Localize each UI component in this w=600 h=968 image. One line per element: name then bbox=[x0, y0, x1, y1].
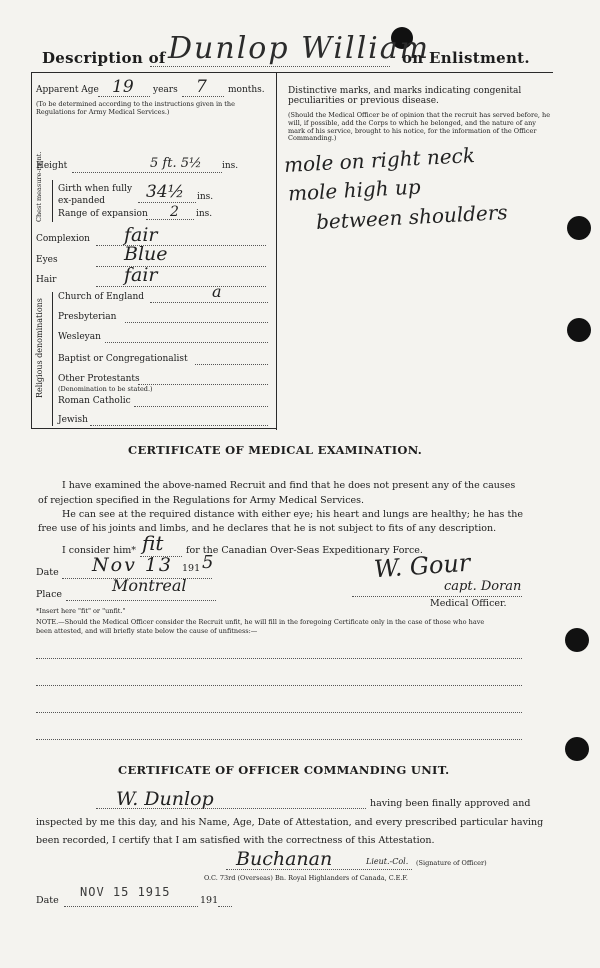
medical-para1-line2: of rejection specified in the Regulations for Army Medical Services. bbox=[38, 495, 365, 506]
medical-place-label: Place bbox=[36, 589, 63, 600]
commanding-heading: CERTIFICATE OF OFFICER COMMANDING UNIT. bbox=[118, 763, 450, 777]
medical-place-dotted bbox=[66, 600, 216, 601]
eyes-label: Eyes bbox=[36, 255, 58, 265]
consider-value: fit bbox=[142, 531, 164, 555]
religion-check: a bbox=[212, 282, 222, 301]
consider-suffix: for the Canadian Over-Seas Expeditionary Force. bbox=[186, 545, 423, 556]
medical-date-year-prefix: 191 bbox=[182, 563, 201, 574]
age-months-value: 7 bbox=[196, 77, 207, 97]
table-center-rule bbox=[276, 72, 277, 430]
commanding-name-handwritten: W. Dunlop bbox=[116, 788, 214, 810]
apparent-age-label: Apparent Age bbox=[36, 85, 99, 95]
commanding-unit-line: O.C. 73rd (Overseas) Bn. Royal Highlanders of Canada, C.E.F. bbox=[204, 874, 408, 882]
religion-bracket bbox=[52, 292, 53, 426]
eyes-dotted bbox=[96, 266, 266, 267]
religion-dotted-5 bbox=[138, 384, 268, 385]
medical-date-label: Date bbox=[36, 567, 59, 578]
footnote-fit-unfit: *Insert here "fit" or "unfit." bbox=[36, 607, 126, 615]
consider-prefix: I consider him* bbox=[62, 545, 137, 556]
commanding-signature-dotted bbox=[226, 869, 412, 870]
punch-hole-right-4 bbox=[565, 737, 589, 761]
medical-date-value: Nov 13 bbox=[92, 554, 174, 576]
hair-dotted bbox=[96, 286, 266, 287]
age-note: (To be determined according to the instructions given in the Regulations for Army Medical Services.) bbox=[36, 100, 235, 117]
punch-hole-right-1 bbox=[567, 216, 591, 240]
punch-hole-right-3 bbox=[565, 628, 589, 652]
commanding-signature-rank: Lieut.-Col. bbox=[366, 857, 409, 866]
height-dotted bbox=[72, 172, 222, 173]
height-unit: ins. bbox=[222, 161, 239, 171]
unfitness-line-1 bbox=[36, 658, 522, 659]
age-years-value: 19 bbox=[112, 77, 134, 97]
medical-heading: CERTIFICATE OF MEDICAL EXAMINATION. bbox=[128, 443, 423, 457]
religion-dotted-1 bbox=[150, 302, 268, 303]
commanding-line2: inspected by me this day, and his Name, Age, Date of Attestation, and every prescribed particular having bbox=[36, 817, 544, 828]
years-label: years bbox=[153, 85, 178, 95]
table-top-rule bbox=[31, 72, 553, 73]
commanding-date-stamp: NOV 15 1915 bbox=[80, 885, 171, 899]
chest-bracket bbox=[52, 180, 53, 222]
medical-para1-line1: I have examined the above-named Recruit and find that he does not present any of the causes bbox=[62, 480, 516, 491]
header-title-right: on Enlistment. bbox=[402, 49, 530, 67]
months-label: months. bbox=[228, 85, 265, 95]
religion-wesleyan: Wesleyan bbox=[58, 332, 101, 342]
girth-label: Girth when fully ex-panded bbox=[58, 184, 133, 206]
religion-dotted-2 bbox=[125, 322, 268, 323]
marks-handwritten-1: mole on right neck bbox=[283, 143, 476, 177]
religion-denomination-note: (Denomination to be stated.) bbox=[58, 385, 153, 393]
commanding-date-year-dotted bbox=[218, 906, 232, 907]
religion-dotted-4 bbox=[195, 364, 268, 365]
commanding-date-label: Date bbox=[36, 895, 59, 906]
medical-date-year-value: 5 bbox=[202, 552, 214, 573]
commanding-line3: been recorded, I certify that I am satisfied with the correctness of this Attestation. bbox=[36, 835, 435, 846]
marks-handwritten-3: between shoulders bbox=[315, 200, 509, 234]
commanding-signature-label: (Signature of Officer) bbox=[416, 859, 487, 867]
hair-value: fair bbox=[124, 264, 158, 286]
medical-signature-dotted bbox=[352, 596, 522, 597]
girth-value: 34½ bbox=[146, 182, 185, 202]
religion-vertical-label: Religious denominations bbox=[35, 298, 44, 398]
commanding-signature: Buchanan bbox=[236, 848, 333, 870]
commanding-line1-suffix: having been finally approved and bbox=[370, 798, 531, 809]
commanding-date-suffix: 191 bbox=[200, 895, 219, 906]
commanding-date-dotted bbox=[64, 906, 198, 907]
unfitness-line-3 bbox=[36, 712, 522, 713]
height-value: 5 ft. 5½ bbox=[150, 156, 202, 171]
medical-signature: W. Gour bbox=[373, 548, 472, 584]
header-name-dotted-line bbox=[150, 66, 390, 67]
punch-hole-right-2 bbox=[567, 318, 591, 342]
medical-para2-line2: free use of his joints and limbs, and he declares that he is not subject to fits of any description. bbox=[38, 523, 497, 534]
unfitness-line-2 bbox=[36, 685, 522, 686]
religion-dotted-6 bbox=[134, 406, 268, 407]
table-left-rule bbox=[31, 72, 32, 428]
height-label: Height bbox=[36, 161, 68, 171]
eyes-value: Blue bbox=[124, 243, 168, 265]
religion-dotted-3 bbox=[105, 342, 268, 343]
religion-presbyterian: Presbyterian bbox=[58, 312, 117, 322]
girth-unit: ins. bbox=[197, 192, 214, 202]
religion-dotted-7 bbox=[90, 425, 268, 426]
header-name-handwritten: Dunlop William bbox=[168, 31, 431, 66]
expansion-unit: ins. bbox=[196, 209, 213, 219]
marks-label: Distinctive marks, and marks indicating congenital peculiarities or previous disease. bbox=[288, 86, 522, 107]
complexion-dotted bbox=[96, 245, 266, 246]
marks-note: (Should the Medical Officer be of opinion that the recruit has served before, he will, if possible, add the Corps to which he belonged, and the nature of any mark of his service, brought to his notice, for the information of the Officer Commanding.) bbox=[288, 111, 551, 143]
medical-officer-label: Medical Officer. bbox=[430, 598, 507, 609]
religion-other-protestants: Other Protestants bbox=[58, 374, 140, 384]
religion-roman-catholic: Roman Catholic bbox=[58, 396, 131, 406]
footnote-note-line1: NOTE.—Should the Medical Officer consider the Recruit unfit, he will fill in the foregoing Certificate only in the case of those who have bbox=[36, 618, 485, 626]
marks-handwritten-2: mole high up bbox=[287, 174, 422, 206]
header-title-left: Description of bbox=[42, 49, 166, 67]
religion-baptist: Baptist or Congregationalist bbox=[58, 354, 188, 364]
complexion-value: fair bbox=[124, 224, 158, 246]
medical-signature-initials: capt. Doran bbox=[444, 579, 522, 594]
medical-para2-line1: He can see at the required distance with either eye; his heart and lungs are healthy; he has the bbox=[62, 509, 524, 520]
chest-vertical-label: Chest measure-ment. bbox=[35, 151, 43, 222]
hair-label: Hair bbox=[36, 275, 57, 285]
expansion-label: Range of expansion bbox=[58, 209, 148, 219]
medical-place-value: Montreal bbox=[112, 576, 187, 595]
religion-church-of-england: Church of England bbox=[58, 292, 145, 302]
complexion-label: Complexion bbox=[36, 234, 90, 244]
girth-dotted bbox=[138, 202, 196, 203]
religion-jewish: Jewish bbox=[58, 415, 88, 425]
footnote-note-line2: been attested, and will briefly state below the cause of unfitness:— bbox=[36, 627, 258, 635]
expansion-value: 2 bbox=[170, 204, 179, 220]
unfitness-line-4 bbox=[36, 739, 522, 740]
table-bottom-rule bbox=[31, 428, 277, 429]
